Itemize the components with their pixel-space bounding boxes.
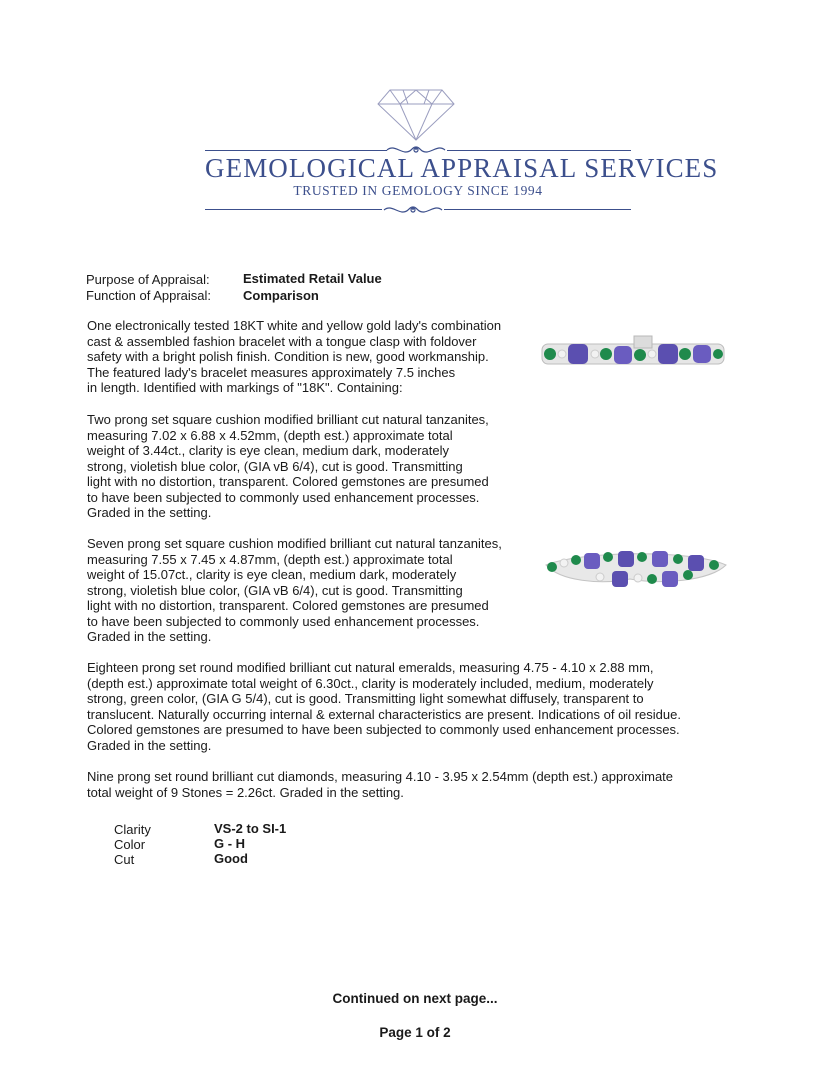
header-bottom-rule xyxy=(205,209,382,210)
function-label: Function of Appraisal: xyxy=(86,288,212,303)
bracelet-photo-curved xyxy=(540,545,730,595)
diamond-paragraph: Nine prong set round brilliant cut diamonds, measuring 4.10 - 3.95 x 2.54mm (depth est.) approximate total weight of 9 Stones = 2.26ct. Graded in the setting. xyxy=(87,769,674,800)
tanzanite-seven-paragraph: Seven prong set square cushion modified brilliant cut natural tanzanites, measuring 7.55 x 7.45 x 4.87mm, (depth est.) approximate total weight of 15.07ct., clarity is eye clean, medium dark, moderately strong, violetish blue color, (GIA vB 6/4), cut is good. Transmitting light with no distortion, transparent. Colored gemstones are presumed to have been subjected to commonly used enhancement processes. Graded in the setting. xyxy=(87,536,502,644)
spec-color-label: Color xyxy=(114,837,146,852)
spec-clarity-value: VS-2 to SI-1 xyxy=(214,821,287,836)
function-value: Comparison xyxy=(243,288,319,303)
bracelet-photo-straight xyxy=(538,330,728,380)
spec-color-value: G - H xyxy=(214,836,246,851)
header-bottom-rule-right xyxy=(444,209,631,210)
emerald-paragraph: Eighteen prong set round modified brilliant cut natural emeralds, measuring 4.75 - 4.10 x 2.88 mm, (depth est.) approximate total weight of 6.30ct., clarity is moderately included, medium, moderately strong, green color, (GIA G 5/4), cut is good. Transmitting light somewhat diffusely, transparent to translucent. Naturally occurring internal & external characteristics are present. Indications of oil residue. Colored gemstones are presumed to have been subjected to commonly used enhancement processes. Graded in the setting. xyxy=(87,660,681,753)
spec-clarity-label: Clarity xyxy=(114,822,151,837)
purpose-value: Estimated Retail Value xyxy=(243,271,382,286)
company-tagline: TRUSTED IN GEMOLOGY SINCE 1994 xyxy=(293,183,543,198)
diamond-logo-icon xyxy=(376,86,456,142)
spec-cut-label: Cut xyxy=(114,852,135,867)
continued-note: Continued on next page... xyxy=(332,991,498,1006)
purpose-label: Purpose of Appraisal: xyxy=(86,272,210,287)
scroll-ornament-bottom-icon xyxy=(382,201,444,219)
header-top-rule xyxy=(205,150,387,151)
tanzanite-two-paragraph: Two prong set square cushion modified brilliant cut natural tanzanites, measuring 7.02 x 6.88 x 4.52mm, (depth est.) approximate total weight of 3.44ct., clarity is eye clean, medium dark, moderately strong, violetish blue color, (GIA vB 6/4), cut is good. Transmitting light with no distortion, transparent. Colored gemstones are presumed to have been subjected to commonly used enhancement processes. Graded in the setting. xyxy=(87,412,489,520)
spec-cut-value: Good xyxy=(214,851,248,866)
description-paragraph: One electronically tested 18KT white and yellow gold lady's combination cast & assembled fashion bracelet with a tongue clasp with foldover safety with a bright polish finish. Condition is new, good workmanship. The featured lady's bracelet measures approximately 7.5 inches in length. Identified with markings of "18K". Containing: xyxy=(87,318,502,395)
company-name: GEMOLOGICAL APPRAISAL SERVICES xyxy=(205,153,719,183)
header-top-rule-right xyxy=(447,150,631,151)
page-number: Page 1 of 2 xyxy=(379,1025,451,1040)
